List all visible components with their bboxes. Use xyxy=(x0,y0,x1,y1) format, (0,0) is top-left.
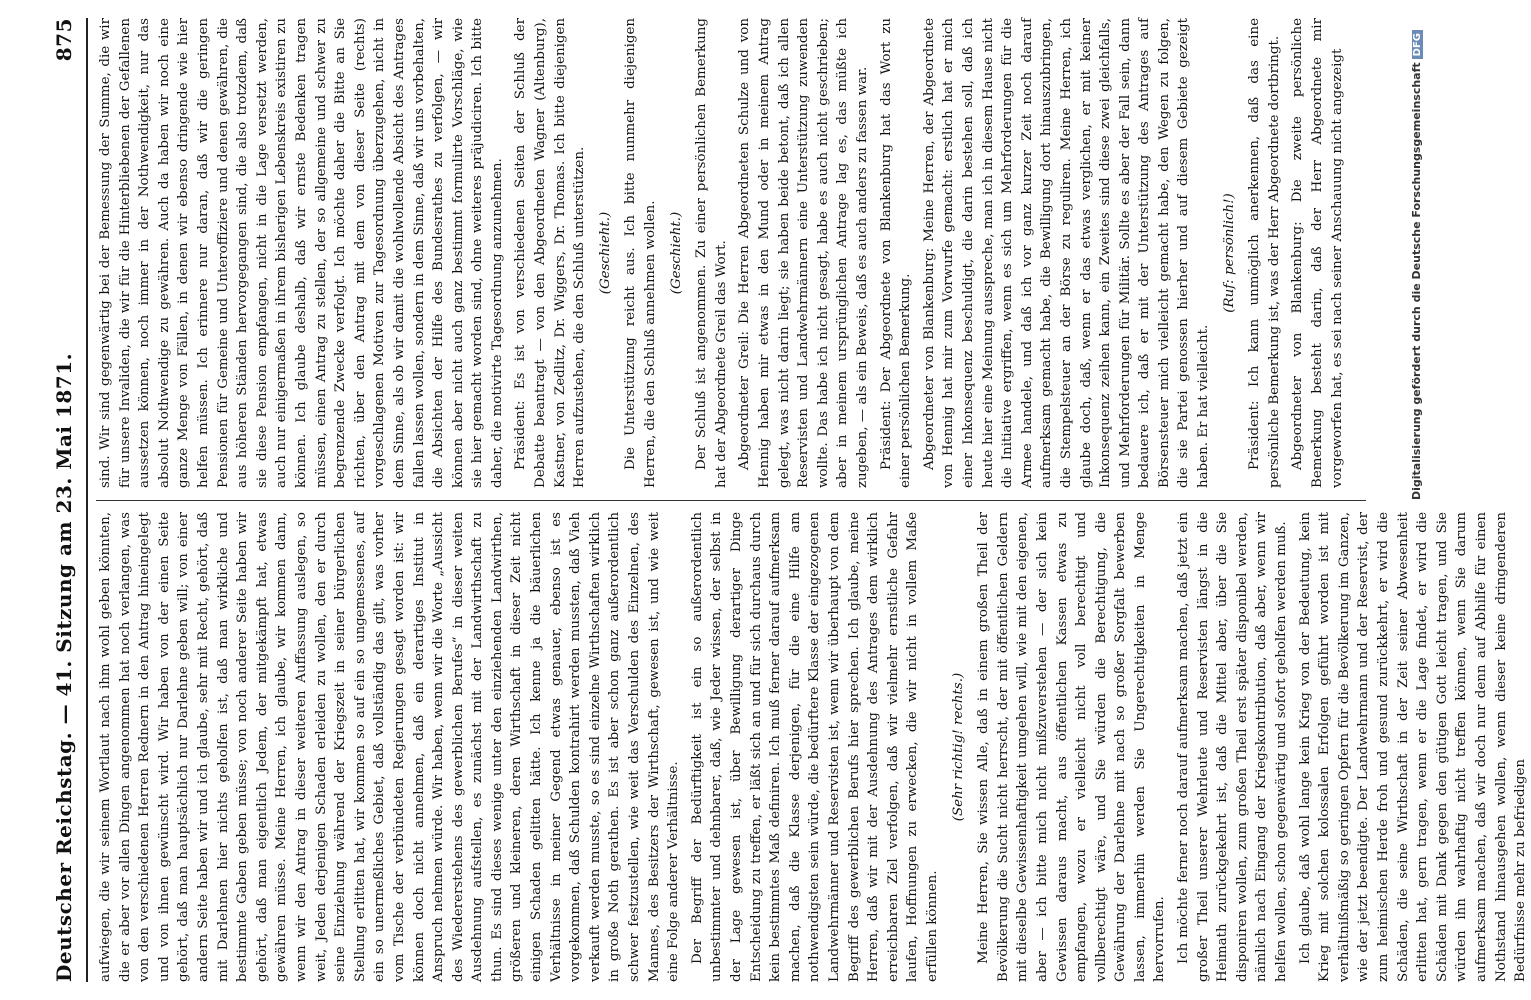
paragraph: Der Begriff der Bedürftigkeit ist ein so außerordentlich unbestimmter und dehnbarer, daß, wie Jeder wissen, der selbst in der Lage gewesen ist, über Bewilligung derartiger Dinge Entscheidung zu treffen, er läßt sich an und für sich durchaus durch kein bestimmtes Maß definiren. Ich muß ferner darauf aufmerksam machen, daß die Klasse derjenigen, für die eine Hilfe am nothwendigsten sein würde, die bedürftere Klasse der eingezogenen Landwehrmänner und Reservisten ist, wenn wir überhaupt von dem Begriff des gewerblichen Berufs hier sprechen. Ich glaube, meine Herren, daß wir mit der Ausdehnung des Antrages dem wirklich erreichbaren Ziel verfolgen, daß wir vielmehr ernstliche Gefahr laufen, Hoffnungen zu erwecken, die wir nicht in vollem Maße erfüllen können. xyxy=(689,512,940,982)
dfg-logo: DFG xyxy=(1412,30,1423,59)
running-head xyxy=(52,18,86,982)
header-rule xyxy=(86,18,88,982)
interjection: (Geschieht.) xyxy=(668,211,684,295)
interjection: (Sehr richtig! rechts.) xyxy=(950,672,966,822)
speech-president: Präsident: Der Abgeordnete von Blankenburg hat das Wort zu einer persönlichen Bemerkung. xyxy=(878,18,914,488)
speech-president: Präsident: Ich kann unmöglich anerkennen, daß das eine persönliche Bemerkung ist, was der Herr Abgeordnete dortbringt. xyxy=(1247,18,1282,488)
interjection: (Ruf: persönlich!) xyxy=(1221,193,1237,313)
dfg-credit-text xyxy=(1410,30,1428,970)
interjection: (Geschieht.) xyxy=(597,211,613,295)
running-head-title: Deutscher Reichstag. — 41. Sitzung am 23. Mai 1871. xyxy=(52,352,76,982)
speech-greil: Abgeordneter Greil: Die Herren Abgeordneten Schulze und von Hennig haben mir etwas in den Mund oder in meinem Antrag gelegt, was nicht darin liegt; sie haben beide betont, daß ich allen Reservisten und Landwehrmännern eine Unterstützung zuwenden wollte. Das habe ich nicht gesagt, habe es auch nicht geschrieben; aber in meinem ursprünglichen Antrage lag es, das müßte ich zugeben, — als ein Beweis, daß es auch anders zu fassen war. xyxy=(737,18,870,488)
paragraph: Die Unterstützung reicht aus. Ich bitte nunmehr diejenigen Herren, die den Schluß annehmen wollen. xyxy=(623,18,659,488)
dfg-credit xyxy=(1410,30,1428,970)
paragraph: Meine Herren, Sie wissen Alle, daß in einem großen Theil der Bevölkerung die Sucht nicht herrscht, der mit öffentlichen Geldern mit dieselbe Gewissenhaftigkeit umgehen will, wie mit den eigenen, aber — ich bitte mich nicht mißzuverstehen — der sich kein Gewissen daraus macht, aus öffentlichen Kassen etwas zu empfangen, wozu er vielleicht nicht voll berechtigt und vollberechtigt wäre, und Sie würden die Berechtigung, die Gewährung der Darlehne mit nach so großer Sorgfalt bewerben lassen, immerhin werden Sie Ungerechtigkeiten in Menge hervorrufen. xyxy=(976,512,1168,982)
paragraph: Ich möchte ferner noch darauf aufmerksam machen, daß jetzt ein großer Theil unserer Wehrleute und Reservisten längst in die Heimath zurückgekehrt ist, daß die Mittel aber, über die Sie disponiren wollen, zum großen Theil erst später disponibel werden, nämlich nach Eingang der Kriegskontribution, daß aber, wenn wir helfen wollen, schon gegenwärtig und sofort geholfen werden muß. xyxy=(1176,512,1290,982)
right-column xyxy=(96,18,1366,488)
paragraph: Ich glaube, daß wohl lange kein Krieg von der Bedeutung, kein Krieg mit solchen kolossalen Erfolgen geführt worden ist mit verhältnißmäßig so geringen Opfern für die Bevölkerung im Ganzen, wie der jetzt beendigte. Der Landwehrmann und der Reservist, der zum heimischen Herde froh und gesund zurückkehrt, er wird die Schäden, die seine Wirthschaft in der Zeit seiner Abwesenheit erlitten hat, gern tragen, wenn er die Lage findet, er wird die Schäden mit Dank gegen den gütigen Gott leicht tragen, und Sie würden ihn wahrhaftig nicht treffen können, wenn Sie darum aufmerksam machen, daß wir doch nur denn auf Abhilfe für einen Nothstand hinausgehen wollen, wenn dieser keine dringenderen Bedürfnisse mehr zu befriedigen xyxy=(1297,512,1529,982)
credit-label: Digitalisierung gefördert durch die Deutsche Forschungsgemeinschaft xyxy=(1410,62,1423,501)
paragraph: aufwiegen, die wir seinem Wortlaut nach ihm wohl geben könnten, die er aber vor allen Dingen angenommen hat noch verlangen, was von den verschiedenen Herren Rednern in den Antrag hineingelegt und von ihnen gewünscht wird. Wir haben von der einen Seite gehört, daß man hauptsächlich nur Darlehne geben will; von einer andern Seite haben wir und ich glaube, sehr mit Recht, gehört, daß mit Darlehnen hier nichts geholfen ist, daß man wirkliche und bestimmte Gaben geben müsse; von noch anderer Seite haben wir gehört, daß man eigentlich Jedem, der mitgekämpft hat, etwas gewähren müsse. Meine Herren, ich glaube, wir kommen dann, wenn wir den Antrag in dieser weiteren Auffassung auslegen, so weit, Jeden derjenigen Schaden erleiden zu wollen, den er durch seine Einziehung während der Kriegszeit in seiner bürgerlichen Stellung erlitten hat, wir kommen so auf ein so ungemessenes, auf ein so unermeßliches Gebiet, daß vollständig das gilt, was vorher vom Tische der verbündeten Regierungen gesagt worden ist: wir können doch nicht annehmen, daß ein derartiges Institut in Anspruch nehmen würde. Wir haben, wenn wir die Worte „Aussicht des Wiedererstehens des gewerblichen Berufes“ in dieser weiten Ausdehnung aufstellen, es zunächst mit der Landwirthschaft zu thun. Es sind dieses wenige unter den einziehenden Landwirthen, größeren und kleineren, deren Wirthschaft in dieser Zeit nicht einigen Schaden gelitten hätte. Ich kenne ja die bäuerlichen Verhältnisse in meiner Gegend etwas genauer, ebenso ist es vorgekommen, daß Schulden kontrahirt werden mussten, daß Vieh verkauft werden musste, so es sind einzelne Wirthschaften wirklich in große Noth gerathen. Es ist aber schon ganz außerordentlich schwer festzustellen, wie weit das Verschulden des Einzelnen, des Mannes, des Besitzers der Wirthschaft, gewesen ist, und wie weit eine Folge anderer Verhältnisse. xyxy=(98,512,682,982)
paragraph: sind. Wir sind gegenwärtig bei der Bemessung der Summe, die wir für unsere Invaliden, die wir für die Hinterbliebenen der Gefallenen aussetzen können, noch immer in der Nothwendigkeit, nur das absolut Nothwendige zu gewähren. Auch da haben wir noch eine ganze Menge von Fällen, in denen wir ebenso dringende wie hier helfen müssen. Ich erinnere nur daran, daß wir die geringen Pensionen für Gemeine und Unteroffiziere und denen gewähren, die aus höheren Ständen hervorgegangen sind, die also trotzdem, daß sie diese Pension empfangen, nicht in die Lage versetzt werden, auch nur einigermaßen in ihrem bisherigen Lebenskreis existiren zu können. Ich glaube deshalb, daß wir ernste Bedenken tragen müssen, einen Antrag zu stellen, der so allgemeine und schwer zu begrenzende Zwecke verfolgt. Ich möchte daher die Bitte an Sie richten, über den Antrag mit dem von dieser Seite (rechts) vorgeschlagenen Motiven zur Tagesordnung überzugehen, nicht in dem Sinne, als ob wir damit die wohlwollende Absicht des Antrages fallen lassen wollen, sondern in dem Sinne, daß wir uns vorbehalten, die Absichten der Hilfe des Bundesrathes zu verfolgen, — wir können aber nicht auch ganz bestimmt formulirte Vorschläge, wie sie hier gemacht worden sind, ohne weiteres präjudiciren. Ich bitte daher, die motivirte Tagesordnung anzunehmen. xyxy=(98,18,505,488)
paragraph: Der Schluß ist angenommen. Zu einer persönlichen Bemerkung hat der Abgeordnete Greil das Wort. xyxy=(694,18,729,488)
page-number: 875 xyxy=(52,18,76,62)
speech-blankenburg: Abgeordneter von Blankenburg: Meine Herren, der Abgeordnete von Hennig hat mir zum Vorwurfe gemacht: erstlich hat er mich einer Inkonsequenz beschuldigt, die darin bestehen soll, daß ich heute hier eine Meinung ausspreche, man ich in diesem Hause nicht die Initiative ergriffen, wenn es sich um Mehrforderungen für die Armee handele, und daß ich vor ganz kurzer Zeit noch darauf aufmerksam gemacht habe, die Bewilligung dort hinauszubringen, die Stempelsteuer an der Börse zu reguliren. Meine Herren, ich glaube doch, daß, wenn er das etwas verglichen, er mit keiner Inkonsequenz zeihen kann, ein Zweites sind diese zwei gleichfalls, und Mehrforderungen für Militär. Sollte es aber der Fall sein, dann bedauere ich, daß er mit der Unterstützung des Antrages auf Börsensteuer mich vielleicht gemacht habe, den Wegen zu folgen, die sie Partei genossen hierher und auf diesem Gebiete gezeigt haben. Er hat vielleicht. xyxy=(921,18,1212,488)
left-column xyxy=(96,512,1529,982)
speech-president-closure: Präsident: Es ist von verschiedenen Seiten der Schluß der Debatte beantragt — von den Abgeordneten Wagner (Altenburg), Kastner, von Zedlitz, Dr. Wiggers, Dr. Thomas. Ich bitte diejenigen Herren aufzustehen, die den Schluß unterstützen. xyxy=(513,18,588,488)
speech-blankenburg: Abgeordneter von Blankenburg: Die zweite persönliche Bemerkung besteht darin, daß der Herr Abgeordnete mir vorgeworfen hat, es sei nach seiner Anschauung nicht angezeigt xyxy=(1290,18,1345,488)
column-divider xyxy=(96,500,1366,501)
